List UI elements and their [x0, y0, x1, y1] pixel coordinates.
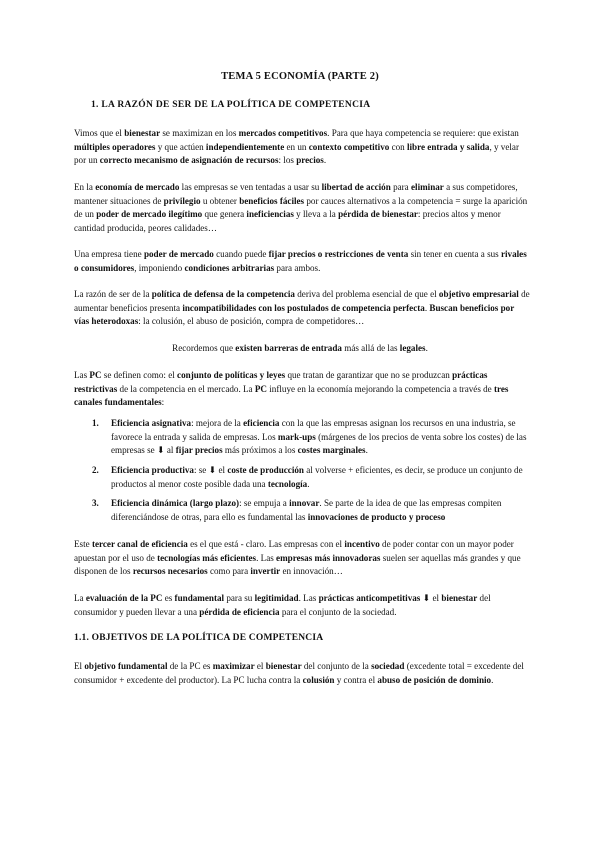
text-run: el	[216, 465, 228, 475]
bold-term: evaluación de la PC	[85, 593, 163, 603]
text-run: al volverse + eficientes, es decir, se produce un conjunto de productos al menor coste posible dada una	[111, 465, 523, 489]
text-run: .	[491, 674, 494, 685]
text-run: y lleva a la	[293, 209, 339, 219]
text-run: Este	[74, 539, 92, 549]
bold-term: tercer canal de eficiencia	[91, 539, 188, 549]
text-run: : la colusión, el abuso de posición, compra de competidores…	[138, 316, 365, 326]
text-run: u obtener	[200, 195, 240, 206]
bold-term: pérdida de eficiencia	[199, 606, 280, 617]
bold-term: costes marginales	[297, 445, 366, 455]
text-run: . Para que haya competencia se requiere: que existan	[327, 128, 519, 138]
text-run: para	[390, 182, 411, 192]
bold-term: bienestar	[124, 128, 161, 138]
text-run: influye en la economía mejorando la competencia a través de	[267, 383, 494, 394]
bold-term: beneficios fáciles	[239, 195, 305, 206]
text-run: cuando puede	[213, 249, 269, 259]
bold-term: abuso de posición de dominio	[377, 674, 492, 685]
text-run: como para	[207, 566, 251, 576]
paragraph-razon-de-ser	[74, 288, 530, 329]
text-run: : se empuja a	[239, 498, 290, 508]
list-number: 1.	[92, 418, 99, 428]
bold-term: rivales o consumidores	[74, 249, 527, 273]
bold-term: privilegio	[163, 195, 201, 206]
text-run: para el conjunto de la sociedad.	[279, 606, 397, 617]
bold-term: ⬇	[422, 593, 431, 603]
bold-term: fijar precios o restricciones de venta	[268, 249, 409, 259]
text-run: deriva del problema esencial de que el	[294, 289, 439, 299]
text-run: del consumidor y pueden llevar a una	[74, 593, 491, 617]
text-run: por cauces alternativos a la competencia = surge la aparición de un	[74, 195, 528, 219]
text-run: .	[323, 155, 327, 165]
bold-term: objetivo fundamental	[84, 661, 168, 671]
paragraph-tercer-canal	[74, 538, 530, 579]
text-run: : mejora de la	[191, 418, 244, 428]
paragraph-evaluacion	[74, 592, 530, 619]
text-run: que tratan de garantizar que no se produzcan	[285, 370, 453, 380]
bold-term: ⬇	[208, 465, 217, 475]
text-run: .	[424, 302, 430, 313]
text-run: Una empresa tiene	[74, 249, 144, 259]
bold-term: objetivo empresarial	[438, 289, 519, 299]
text-run: se definen como: el	[101, 370, 178, 380]
list-number: 3.	[92, 498, 99, 508]
bold-term: colusión	[302, 674, 335, 685]
text-run: .	[307, 478, 310, 489]
text-run: : los	[278, 155, 297, 165]
text-run: y que actúen	[155, 141, 206, 152]
section-heading-1-1: 1.1. OBJETIVOS DE LA POLÍTICA DE COMPETENCIA	[74, 633, 324, 643]
list-text	[111, 417, 531, 458]
text-run: en un	[284, 141, 309, 152]
bold-term: bienestar	[441, 593, 478, 603]
bold-term: PC	[89, 370, 102, 380]
bold-term: precios	[296, 155, 324, 165]
bold-term: independientemente	[205, 141, 285, 152]
text-run: de la competencia en el mercado. La	[117, 383, 255, 394]
bold-term: legitimidad	[254, 593, 299, 603]
bold-term: tecnología	[267, 478, 308, 489]
text-run: y contra el	[334, 674, 378, 685]
text-run: El	[74, 661, 85, 671]
text-run: . Las	[256, 552, 277, 563]
text-run: con la que las empresas asignan los recursos en una industria, se favorece la entrada y salida de empresas. Los	[111, 418, 516, 442]
list-text	[111, 497, 531, 524]
text-run: La	[74, 593, 86, 603]
bold-term: fundamental	[174, 593, 225, 603]
paragraph-barreras	[0, 342, 600, 356]
paragraph-bienestar	[74, 127, 530, 168]
text-run: de la PC es	[167, 661, 213, 671]
list-text	[111, 464, 531, 491]
text-run: . Se parte de la idea de que las empresas compiten diferenciándose de otras, para ello es fundamental las	[111, 498, 502, 522]
text-run: Vimos que el	[74, 128, 125, 138]
text-run: en innovación…	[280, 566, 343, 576]
bold-term: correcto mecanismo de asignación de recursos	[99, 155, 279, 165]
bold-term: incentivo	[344, 539, 380, 549]
text-run: . Las	[298, 593, 319, 603]
text-run: para ambos.	[274, 262, 321, 273]
bold-term: ineficiencias	[246, 209, 294, 219]
bold-term: incompatibilidades con los postulados de competencia perfecta	[182, 302, 425, 313]
bold-term: fijar precios	[175, 445, 223, 455]
paragraph-poder-mercado	[74, 248, 530, 275]
text-run: sin tener en cuenta a sus	[408, 249, 501, 259]
bold-term: múltiples operadores	[74, 141, 156, 152]
text-run: a sus competidores, mantener situaciones de	[74, 182, 518, 206]
bold-term: conjunto de políticas y leyes	[177, 370, 286, 380]
bold-term: PC	[254, 383, 267, 394]
bold-term: eliminar	[411, 182, 444, 192]
bold-term: pérdida de bienestar	[338, 209, 418, 219]
bold-term: Buscan beneficios por vías heterodoxas	[74, 302, 515, 326]
text-run: más próximos a los	[222, 445, 298, 455]
list-number: 2.	[92, 465, 99, 475]
bold-term: libertad de acción	[321, 182, 391, 192]
document-title: TEMA 5 ECONOMÍA (PARTE 2)	[221, 71, 379, 82]
bold-term: mercados competitivos	[238, 128, 328, 138]
bold-term: innovaciones de producto y proceso	[307, 511, 446, 522]
text-run: que genera	[202, 209, 247, 219]
text-run: para su	[224, 593, 255, 603]
section-heading-1: 1. LA RAZÓN DE SER DE LA POLÍTICA DE COMPETENCIA	[91, 100, 371, 110]
text-run: : precios altos y menor cantidad producida, peores calidades…	[74, 209, 501, 233]
bold-term: sociedad	[371, 661, 405, 671]
bold-term: legales	[399, 343, 426, 353]
text-run: :	[161, 397, 165, 407]
text-run: es	[162, 593, 175, 603]
bold-term: economía de mercado	[95, 182, 180, 192]
bold-term: innovar	[289, 498, 320, 508]
text-run: se maximizan en los	[160, 128, 239, 138]
bold-term: poder de mercado ilegítimo	[96, 209, 203, 219]
bold-term: poder de mercado	[143, 249, 214, 259]
text-run: , y velar por un	[74, 141, 519, 165]
bold-term: Eficiencia productiva	[111, 465, 194, 475]
bold-term: tecnologías más eficientes	[157, 552, 257, 563]
text-run: de aumentar beneficios presenta	[74, 289, 530, 313]
text-run: La razón de ser de la	[74, 289, 152, 299]
bold-term: eficiencia	[243, 418, 280, 428]
bold-term: existen barreras de entrada	[235, 343, 342, 353]
bold-term: Eficiencia asignativa	[111, 418, 192, 428]
text-run: suelen ser aquellas más grandes y que disponen de los	[74, 552, 521, 576]
text-run: el	[430, 593, 442, 603]
bold-term: condiciones arbitrarias	[184, 262, 275, 273]
bold-term: maximizar	[212, 661, 255, 671]
bold-term: prácticas restrictivas	[74, 370, 488, 394]
text-run: Las	[74, 370, 90, 380]
text-run: de poder contar con un mayor poder apuestan por el uso de	[74, 539, 514, 563]
text-run: .	[365, 445, 368, 455]
paragraph-economia-mercado	[74, 181, 530, 235]
bold-term: invertir	[250, 566, 281, 576]
text-run: con	[389, 141, 407, 152]
text-run: las empresas se ven tentadas a usar su	[179, 182, 322, 192]
bold-term: política de defensa de la competencia	[151, 289, 295, 299]
text-run: .	[425, 343, 428, 353]
text-run: En la	[74, 182, 96, 192]
text-run: : se	[193, 465, 209, 475]
text-run: más allá de las	[341, 343, 400, 353]
bold-term: bienestar	[265, 661, 302, 671]
text-run: (márgenes de los precios de venta sobre los costes) de las empresas se	[111, 431, 527, 455]
bold-term: ⬇	[156, 445, 165, 455]
text-run: el	[254, 661, 266, 671]
bold-term: libre entrada y salida	[406, 141, 490, 152]
text-run: (excedente total = excedente del consumidor + excedente del productor). La PC lucha contra la	[74, 661, 524, 685]
text-run: es el que está - claro. Las empresas con el	[187, 539, 345, 549]
bold-term: recursos necesarios	[132, 566, 208, 576]
text-run: , imponiendo	[134, 262, 185, 273]
bold-term: mark-ups	[277, 431, 316, 442]
paragraph-definicion-pc	[74, 369, 530, 410]
bold-term: coste de producción	[227, 465, 304, 475]
text-run: al	[164, 445, 176, 455]
bold-term: Eficiencia dinámica (largo plazo)	[111, 498, 240, 508]
bold-term: tres canales fundamentales	[74, 383, 509, 407]
bold-term: contexto competitivo	[308, 141, 390, 152]
bold-term: prácticas anticompetitivas	[318, 593, 421, 603]
text-run: del conjunto de la	[301, 661, 372, 671]
text-run: Recordemos que	[172, 343, 236, 353]
paragraph-objetivo	[74, 660, 530, 687]
bold-term: empresas más innovadoras	[276, 552, 381, 563]
